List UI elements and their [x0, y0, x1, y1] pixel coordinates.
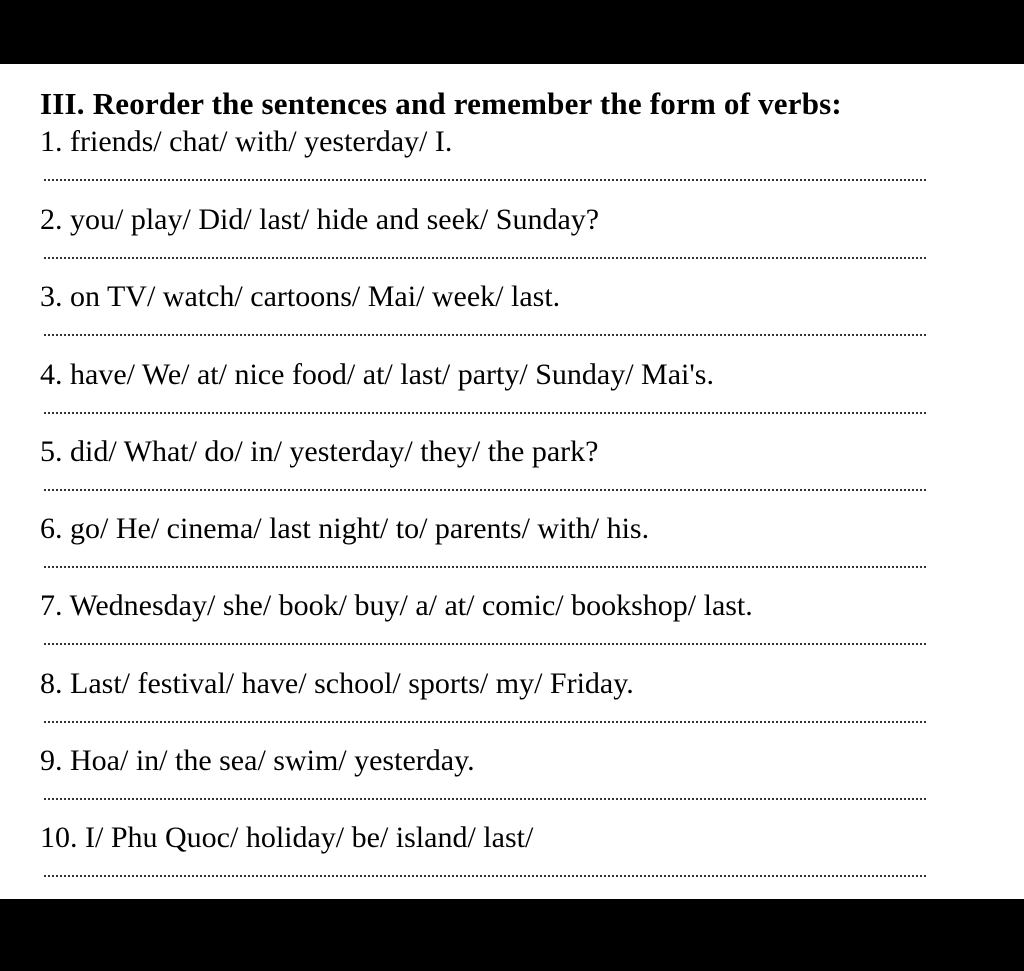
question-item [40, 589, 926, 667]
question-item [40, 821, 926, 899]
question-text: 3. on TV/ watch/ cartoons/ Mai/ week/ last. [40, 280, 561, 313]
answer-line[interactable] [44, 643, 926, 645]
exercise-title: III. Reorder the sentences and remember the form of verbs: [40, 86, 842, 121]
answer-line[interactable] [44, 179, 926, 181]
answer-line[interactable] [44, 566, 926, 568]
question-item [40, 358, 926, 436]
answer-line[interactable] [44, 412, 926, 414]
question-text: 2. you/ play/ Did/ last/ hide and seek/ Sunday? [40, 203, 600, 236]
question-item [40, 744, 926, 822]
question-text: 4. have/ We/ at/ nice food/ at/ last/ party/ Sunday/ Mai's. [40, 358, 714, 391]
question-text: 6. go/ He/ cinema/ last night/ to/ parents/ with/ his. [40, 512, 650, 545]
answer-line[interactable] [44, 798, 926, 800]
answer-line[interactable] [44, 257, 926, 259]
question-text: 5. did/ What/ do/ in/ yesterday/ they/ the park? [40, 435, 599, 468]
question-text: 1. friends/ chat/ with/ yesterday/ I. [40, 125, 453, 158]
question-text: 9. Hoa/ in/ the sea/ swim/ yesterday. [40, 744, 475, 777]
answer-line[interactable] [44, 721, 926, 723]
question-text: 10. I/ Phu Quoc/ holiday/ be/ island/ last/ [40, 821, 534, 854]
question-item [40, 125, 926, 203]
question-item [40, 667, 926, 745]
worksheet-page [0, 64, 1024, 899]
answer-line[interactable] [44, 334, 926, 336]
answer-line[interactable] [44, 489, 926, 491]
question-item [40, 280, 926, 358]
question-text: 7. Wednesday/ she/ book/ buy/ a/ at/ comic/ bookshop/ last. [40, 589, 753, 622]
answer-line[interactable] [44, 875, 926, 877]
question-item [40, 512, 926, 590]
question-item [40, 435, 926, 513]
question-text: 8. Last/ festival/ have/ school/ sports/ my/ Friday. [40, 667, 634, 700]
question-item [40, 203, 926, 281]
